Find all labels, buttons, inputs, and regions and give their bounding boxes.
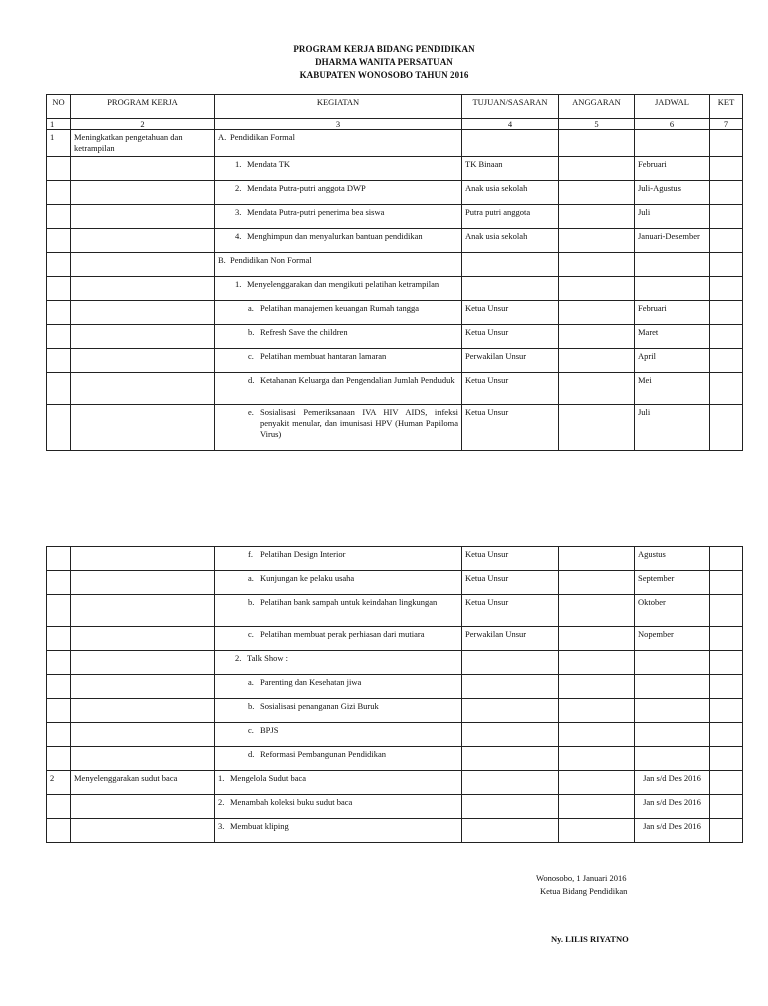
kegiatan-item xyxy=(235,159,458,170)
cell-anggaran xyxy=(559,181,635,205)
kegiatan-item xyxy=(218,255,458,266)
cell-tujuan-sasaran xyxy=(462,253,559,277)
cell-program-kerja: Menyelenggarakan sudut baca xyxy=(71,771,215,795)
table-row xyxy=(47,571,743,595)
header-program-kerja: PROGRAM KERJA xyxy=(71,95,215,119)
kegiatan-item xyxy=(218,797,458,808)
cell-jadwal xyxy=(635,747,710,771)
cell-jadwal: Januari-Desember xyxy=(635,229,710,253)
cell-ket xyxy=(710,651,743,675)
cell-kegiatan xyxy=(215,253,462,277)
cell-tujuan-sasaran xyxy=(462,675,559,699)
kegiatan-text: Mendata TK xyxy=(247,159,291,169)
kegiatan-text: Mengelola Sudut baca xyxy=(230,773,307,783)
cell-kegiatan xyxy=(215,547,462,571)
cell-program-kerja xyxy=(71,253,215,277)
cell-tujuan-sasaran: TK Binaan xyxy=(462,157,559,181)
cell-jadwal: Oktober xyxy=(635,595,710,627)
cell-tujuan-sasaran xyxy=(462,651,559,675)
cell-ket xyxy=(710,349,743,373)
cell-ket xyxy=(710,723,743,747)
table-row xyxy=(47,349,743,373)
kegiatan-item xyxy=(235,207,458,218)
cell-jadwal: Jan s/d Des 2016 xyxy=(635,819,710,843)
doc-title-line-2: DHARMA WANITA PERSATUAN xyxy=(315,57,453,67)
cell-tujuan-sasaran: Ketua Unsur xyxy=(462,325,559,349)
cell-program-kerja xyxy=(71,595,215,627)
cell-anggaran xyxy=(559,699,635,723)
kegiatan-text: Mendata Putra-putri anggota DWP xyxy=(247,183,366,193)
kegiatan-marker: 2. xyxy=(218,797,225,807)
cell-anggaran xyxy=(559,157,635,181)
kegiatan-marker: A. xyxy=(218,132,227,142)
cell-no xyxy=(47,571,71,595)
table-row xyxy=(47,723,743,747)
cell-ket xyxy=(710,405,743,451)
cell-jadwal: April xyxy=(635,349,710,373)
cell-anggaran xyxy=(559,571,635,595)
cell-program-kerja xyxy=(71,301,215,325)
cell-ket xyxy=(710,819,743,843)
cell-jadwal: Jan s/d Des 2016 xyxy=(635,795,710,819)
kegiatan-marker: c. xyxy=(248,351,254,361)
table-row xyxy=(47,325,743,349)
kegiatan-marker: 4. xyxy=(235,231,242,241)
kegiatan-item xyxy=(248,573,458,584)
header-anggaran: ANGGARAN xyxy=(559,95,635,119)
kegiatan-marker: b. xyxy=(248,327,255,337)
cell-tujuan-sasaran xyxy=(462,771,559,795)
kegiatan-text: Mendata Putra-putri penerima bea siswa xyxy=(247,207,385,217)
cell-no xyxy=(47,819,71,843)
cell-program-kerja xyxy=(71,819,215,843)
kegiatan-text: Membuat kliping xyxy=(230,821,289,831)
table-row xyxy=(47,373,743,405)
cell-kegiatan xyxy=(215,771,462,795)
cell-kegiatan xyxy=(215,277,462,301)
colnum-7: 7 xyxy=(710,119,743,130)
kegiatan-marker: B. xyxy=(218,255,226,265)
kegiatan-marker: b. xyxy=(248,597,255,607)
cell-kegiatan xyxy=(215,747,462,771)
kegiatan-item xyxy=(248,725,458,736)
kegiatan-item xyxy=(248,749,458,760)
cell-program-kerja xyxy=(71,651,215,675)
cell-tujuan-sasaran xyxy=(462,723,559,747)
header-tujuan-sasaran: TUJUAN/SASARAN xyxy=(462,95,559,119)
table-row xyxy=(47,747,743,771)
cell-kegiatan xyxy=(215,205,462,229)
table-row xyxy=(47,277,743,301)
cell-no: 2 xyxy=(47,771,71,795)
kegiatan-marker: 2. xyxy=(235,183,242,193)
cell-program-kerja xyxy=(71,373,215,405)
colnum-4: 4 xyxy=(462,119,559,130)
cell-tujuan-sasaran: Anak usia sekolah xyxy=(462,229,559,253)
kegiatan-marker: 3. xyxy=(235,207,242,217)
cell-no xyxy=(47,795,71,819)
cell-no xyxy=(47,699,71,723)
cell-ket xyxy=(710,747,743,771)
kegiatan-item xyxy=(248,597,458,608)
cell-ket xyxy=(710,595,743,627)
cell-tujuan-sasaran: Ketua Unsur xyxy=(462,595,559,627)
cell-kegiatan xyxy=(215,130,462,157)
cell-anggaran xyxy=(559,627,635,651)
kegiatan-text: Menambah koleksi buku sudut baca xyxy=(230,797,353,807)
cell-tujuan-sasaran xyxy=(462,130,559,157)
cell-kegiatan xyxy=(215,723,462,747)
cell-anggaran xyxy=(559,301,635,325)
table-row xyxy=(47,651,743,675)
table-row xyxy=(47,819,743,843)
cell-tujuan-sasaran: Ketua Unsur xyxy=(462,405,559,451)
colnum-2: 2 xyxy=(71,119,215,130)
colnum-5: 5 xyxy=(559,119,635,130)
kegiatan-text: Pelatihan membuat hantaran lamaran xyxy=(260,351,387,361)
cell-anggaran xyxy=(559,595,635,627)
table-row xyxy=(47,771,743,795)
cell-anggaran xyxy=(559,771,635,795)
cell-no xyxy=(47,747,71,771)
kegiatan-text: Pendidikan Non Formal xyxy=(230,255,312,265)
cell-ket xyxy=(710,547,743,571)
cell-no xyxy=(47,229,71,253)
kegiatan-item xyxy=(248,351,458,362)
kegiatan-text: Pelatihan bank sampah untuk keindahan lingkungan xyxy=(260,597,438,607)
table-header-row xyxy=(47,95,743,119)
kegiatan-item xyxy=(248,407,458,440)
table-row xyxy=(47,253,743,277)
signature-name: Ny. LILIS RIYATNO xyxy=(551,934,629,944)
kegiatan-item xyxy=(248,375,458,386)
cell-tujuan-sasaran xyxy=(462,795,559,819)
cell-no xyxy=(47,405,71,451)
cell-anggaran xyxy=(559,349,635,373)
cell-jadwal: Februari xyxy=(635,301,710,325)
cell-no xyxy=(47,627,71,651)
kegiatan-text: Ketahanan Keluarga dan Pengendalian Jumlah Penduduk xyxy=(260,375,455,385)
colnum-6: 6 xyxy=(635,119,710,130)
kegiatan-marker: e. xyxy=(248,407,254,417)
cell-no xyxy=(47,157,71,181)
cell-no xyxy=(47,723,71,747)
cell-anggaran xyxy=(559,547,635,571)
header-ket: KET xyxy=(710,95,743,119)
cell-tujuan-sasaran xyxy=(462,819,559,843)
table-row xyxy=(47,157,743,181)
cell-anggaran xyxy=(559,795,635,819)
kegiatan-item xyxy=(248,677,458,688)
cell-ket xyxy=(710,571,743,595)
table-row xyxy=(47,130,743,157)
cell-no xyxy=(47,325,71,349)
cell-anggaran xyxy=(559,651,635,675)
kegiatan-marker: 1. xyxy=(235,279,242,289)
cell-tujuan-sasaran: Perwakilan Unsur xyxy=(462,627,559,651)
table-row xyxy=(47,205,743,229)
cell-anggaran xyxy=(559,675,635,699)
kegiatan-item xyxy=(248,629,458,640)
cell-anggaran xyxy=(559,205,635,229)
cell-tujuan-sasaran: Ketua Unsur xyxy=(462,373,559,405)
signature-place-date: Wonosobo, 1 Januari 2016 xyxy=(536,873,627,883)
cell-kegiatan xyxy=(215,157,462,181)
kegiatan-text: Refresh Save the children xyxy=(260,327,348,337)
table-row xyxy=(47,627,743,651)
kegiatan-marker: c. xyxy=(248,725,254,735)
cell-program-kerja xyxy=(71,229,215,253)
cell-jadwal: Juli xyxy=(635,405,710,451)
cell-program-kerja xyxy=(71,627,215,651)
cell-anggaran xyxy=(559,229,635,253)
cell-jadwal: Juli xyxy=(635,205,710,229)
table-row xyxy=(47,595,743,627)
table-row xyxy=(47,675,743,699)
cell-no xyxy=(47,651,71,675)
cell-jadwal xyxy=(635,130,710,157)
kegiatan-item xyxy=(248,327,458,338)
kegiatan-marker: 3. xyxy=(218,821,225,831)
table-row xyxy=(47,795,743,819)
cell-ket xyxy=(710,373,743,405)
cell-program-kerja xyxy=(71,277,215,301)
cell-kegiatan xyxy=(215,571,462,595)
cell-jadwal xyxy=(635,651,710,675)
kegiatan-text: Sosialisasi penanganan Gizi Buruk xyxy=(260,701,379,711)
cell-program-kerja xyxy=(71,571,215,595)
kegiatan-marker: 2. xyxy=(235,653,242,663)
cell-tujuan-sasaran: Ketua Unsur xyxy=(462,301,559,325)
kegiatan-marker: a. xyxy=(248,303,254,313)
cell-ket xyxy=(710,771,743,795)
program-table-page-2 xyxy=(46,546,743,843)
table-row xyxy=(47,301,743,325)
cell-jadwal xyxy=(635,699,710,723)
cell-kegiatan xyxy=(215,229,462,253)
kegiatan-text: Pelatihan Design Interior xyxy=(260,549,346,559)
cell-ket xyxy=(710,699,743,723)
kegiatan-marker: d. xyxy=(248,749,255,759)
cell-jadwal: Nopember xyxy=(635,627,710,651)
cell-program-kerja xyxy=(71,723,215,747)
cell-kegiatan xyxy=(215,301,462,325)
kegiatan-item xyxy=(235,183,458,194)
cell-ket xyxy=(710,130,743,157)
cell-program-kerja xyxy=(71,405,215,451)
kegiatan-marker: 1. xyxy=(235,159,242,169)
cell-no xyxy=(47,373,71,405)
cell-program-kerja xyxy=(71,205,215,229)
kegiatan-item xyxy=(218,773,458,784)
kegiatan-item xyxy=(248,549,458,560)
cell-jadwal: September xyxy=(635,571,710,595)
cell-ket xyxy=(710,229,743,253)
cell-kegiatan xyxy=(215,595,462,627)
cell-anggaran xyxy=(559,405,635,451)
kegiatan-text: Sosialisasi Pemeriksanaan IVA HIV AIDS, infeksi penyakit menular, dan imunisasi HPV (Human Papiloma Virus) xyxy=(260,407,458,439)
cell-program-kerja xyxy=(71,181,215,205)
cell-kegiatan xyxy=(215,795,462,819)
cell-program-kerja xyxy=(71,795,215,819)
cell-program-kerja xyxy=(71,349,215,373)
cell-tujuan-sasaran: Putra putri anggota xyxy=(462,205,559,229)
cell-no xyxy=(47,547,71,571)
cell-anggaran xyxy=(559,253,635,277)
cell-program-kerja xyxy=(71,747,215,771)
cell-ket xyxy=(710,795,743,819)
kegiatan-item xyxy=(235,653,458,664)
cell-program-kerja xyxy=(71,699,215,723)
table-row xyxy=(47,405,743,451)
cell-jadwal: Juli-Agustus xyxy=(635,181,710,205)
cell-tujuan-sasaran xyxy=(462,699,559,723)
cell-no xyxy=(47,301,71,325)
cell-ket xyxy=(710,205,743,229)
cell-no xyxy=(47,349,71,373)
table-row xyxy=(47,229,743,253)
kegiatan-text: Pelatihan membuat perak perhiasan dari mutiara xyxy=(260,629,425,639)
cell-ket xyxy=(710,627,743,651)
cell-anggaran xyxy=(559,277,635,301)
cell-program-kerja xyxy=(71,325,215,349)
cell-anggaran xyxy=(559,373,635,405)
cell-kegiatan xyxy=(215,181,462,205)
doc-title-line-1: PROGRAM KERJA BIDANG PENDIDIKAN xyxy=(293,44,475,54)
kegiatan-text: Parenting dan Kesehatan jiwa xyxy=(260,677,362,687)
cell-ket xyxy=(710,277,743,301)
cell-kegiatan xyxy=(215,405,462,451)
cell-kegiatan xyxy=(215,651,462,675)
cell-jadwal: Maret xyxy=(635,325,710,349)
kegiatan-text: Pelatihan manajemen keuangan Rumah tangga xyxy=(260,303,420,313)
cell-no xyxy=(47,675,71,699)
cell-jadwal: Agustus xyxy=(635,547,710,571)
cell-jadwal xyxy=(635,277,710,301)
cell-no xyxy=(47,277,71,301)
kegiatan-marker: a. xyxy=(248,677,254,687)
signature-position: Ketua Bidang Pendidikan xyxy=(540,886,628,896)
kegiatan-marker: b. xyxy=(248,701,255,711)
column-number-row xyxy=(47,119,743,130)
kegiatan-item xyxy=(218,132,458,143)
colnum-3: 3 xyxy=(215,119,462,130)
table-row xyxy=(47,181,743,205)
doc-title-line-3: KABUPATEN WONOSOBO TAHUN 2016 xyxy=(299,70,469,80)
kegiatan-text: BPJS xyxy=(260,725,279,735)
kegiatan-marker: d. xyxy=(248,375,255,385)
cell-no: 1 xyxy=(47,130,71,157)
cell-jadwal xyxy=(635,253,710,277)
cell-no xyxy=(47,181,71,205)
kegiatan-text: Reformasi Pembangunan Pendidikan xyxy=(260,749,387,759)
cell-kegiatan xyxy=(215,325,462,349)
kegiatan-marker: c. xyxy=(248,629,254,639)
kegiatan-text: Talk Show : xyxy=(247,653,288,663)
header-no: NO xyxy=(47,95,71,119)
cell-program-kerja xyxy=(71,547,215,571)
cell-kegiatan xyxy=(215,627,462,651)
cell-ket xyxy=(710,181,743,205)
cell-jadwal: Jan s/d Des 2016 xyxy=(635,771,710,795)
cell-anggaran xyxy=(559,819,635,843)
cell-kegiatan xyxy=(215,349,462,373)
cell-program-kerja: Meningkatkan pengetahuan dan ketrampilan xyxy=(71,130,215,157)
cell-jadwal: Mei xyxy=(635,373,710,405)
program-table-page-1 xyxy=(46,94,743,451)
cell-no xyxy=(47,595,71,627)
cell-ket xyxy=(710,301,743,325)
colnum-1: 1 xyxy=(47,119,71,130)
table-row xyxy=(47,547,743,571)
cell-ket xyxy=(710,675,743,699)
cell-no xyxy=(47,253,71,277)
cell-tujuan-sasaran: Anak usia sekolah xyxy=(462,181,559,205)
cell-anggaran xyxy=(559,325,635,349)
header-jadwal: JADWAL xyxy=(635,95,710,119)
cell-program-kerja xyxy=(71,675,215,699)
cell-jadwal: Februari xyxy=(635,157,710,181)
cell-ket xyxy=(710,325,743,349)
kegiatan-item xyxy=(218,821,458,832)
cell-ket xyxy=(710,157,743,181)
header-kegiatan: KEGIATAN xyxy=(215,95,462,119)
kegiatan-text: Menyelenggarakan dan mengikuti pelatihan ketrampilan xyxy=(247,279,440,289)
cell-kegiatan xyxy=(215,373,462,405)
cell-tujuan-sasaran xyxy=(462,277,559,301)
kegiatan-item xyxy=(235,231,458,242)
kegiatan-text: Kunjungan ke pelaku usaha xyxy=(260,573,355,583)
cell-tujuan-sasaran: Perwakilan Unsur xyxy=(462,349,559,373)
cell-tujuan-sasaran: Ketua Unsur xyxy=(462,571,559,595)
cell-anggaran xyxy=(559,130,635,157)
cell-jadwal xyxy=(635,723,710,747)
kegiatan-marker: f. xyxy=(248,549,253,559)
cell-ket xyxy=(710,253,743,277)
cell-anggaran xyxy=(559,747,635,771)
cell-jadwal xyxy=(635,675,710,699)
kegiatan-marker: 1. xyxy=(218,773,225,783)
cell-kegiatan xyxy=(215,699,462,723)
kegiatan-marker: a. xyxy=(248,573,254,583)
cell-tujuan-sasaran: Ketua Unsur xyxy=(462,547,559,571)
kegiatan-item xyxy=(248,303,458,314)
cell-tujuan-sasaran xyxy=(462,747,559,771)
cell-kegiatan xyxy=(215,819,462,843)
cell-anggaran xyxy=(559,723,635,747)
cell-no xyxy=(47,205,71,229)
cell-program-kerja xyxy=(71,157,215,181)
cell-kegiatan xyxy=(215,675,462,699)
kegiatan-item xyxy=(235,279,458,290)
table-row xyxy=(47,699,743,723)
kegiatan-text: Menghimpun dan menyalurkan bantuan pendidikan xyxy=(247,231,423,241)
kegiatan-item xyxy=(248,701,458,712)
kegiatan-text: Pendidikan Formal xyxy=(230,132,295,142)
